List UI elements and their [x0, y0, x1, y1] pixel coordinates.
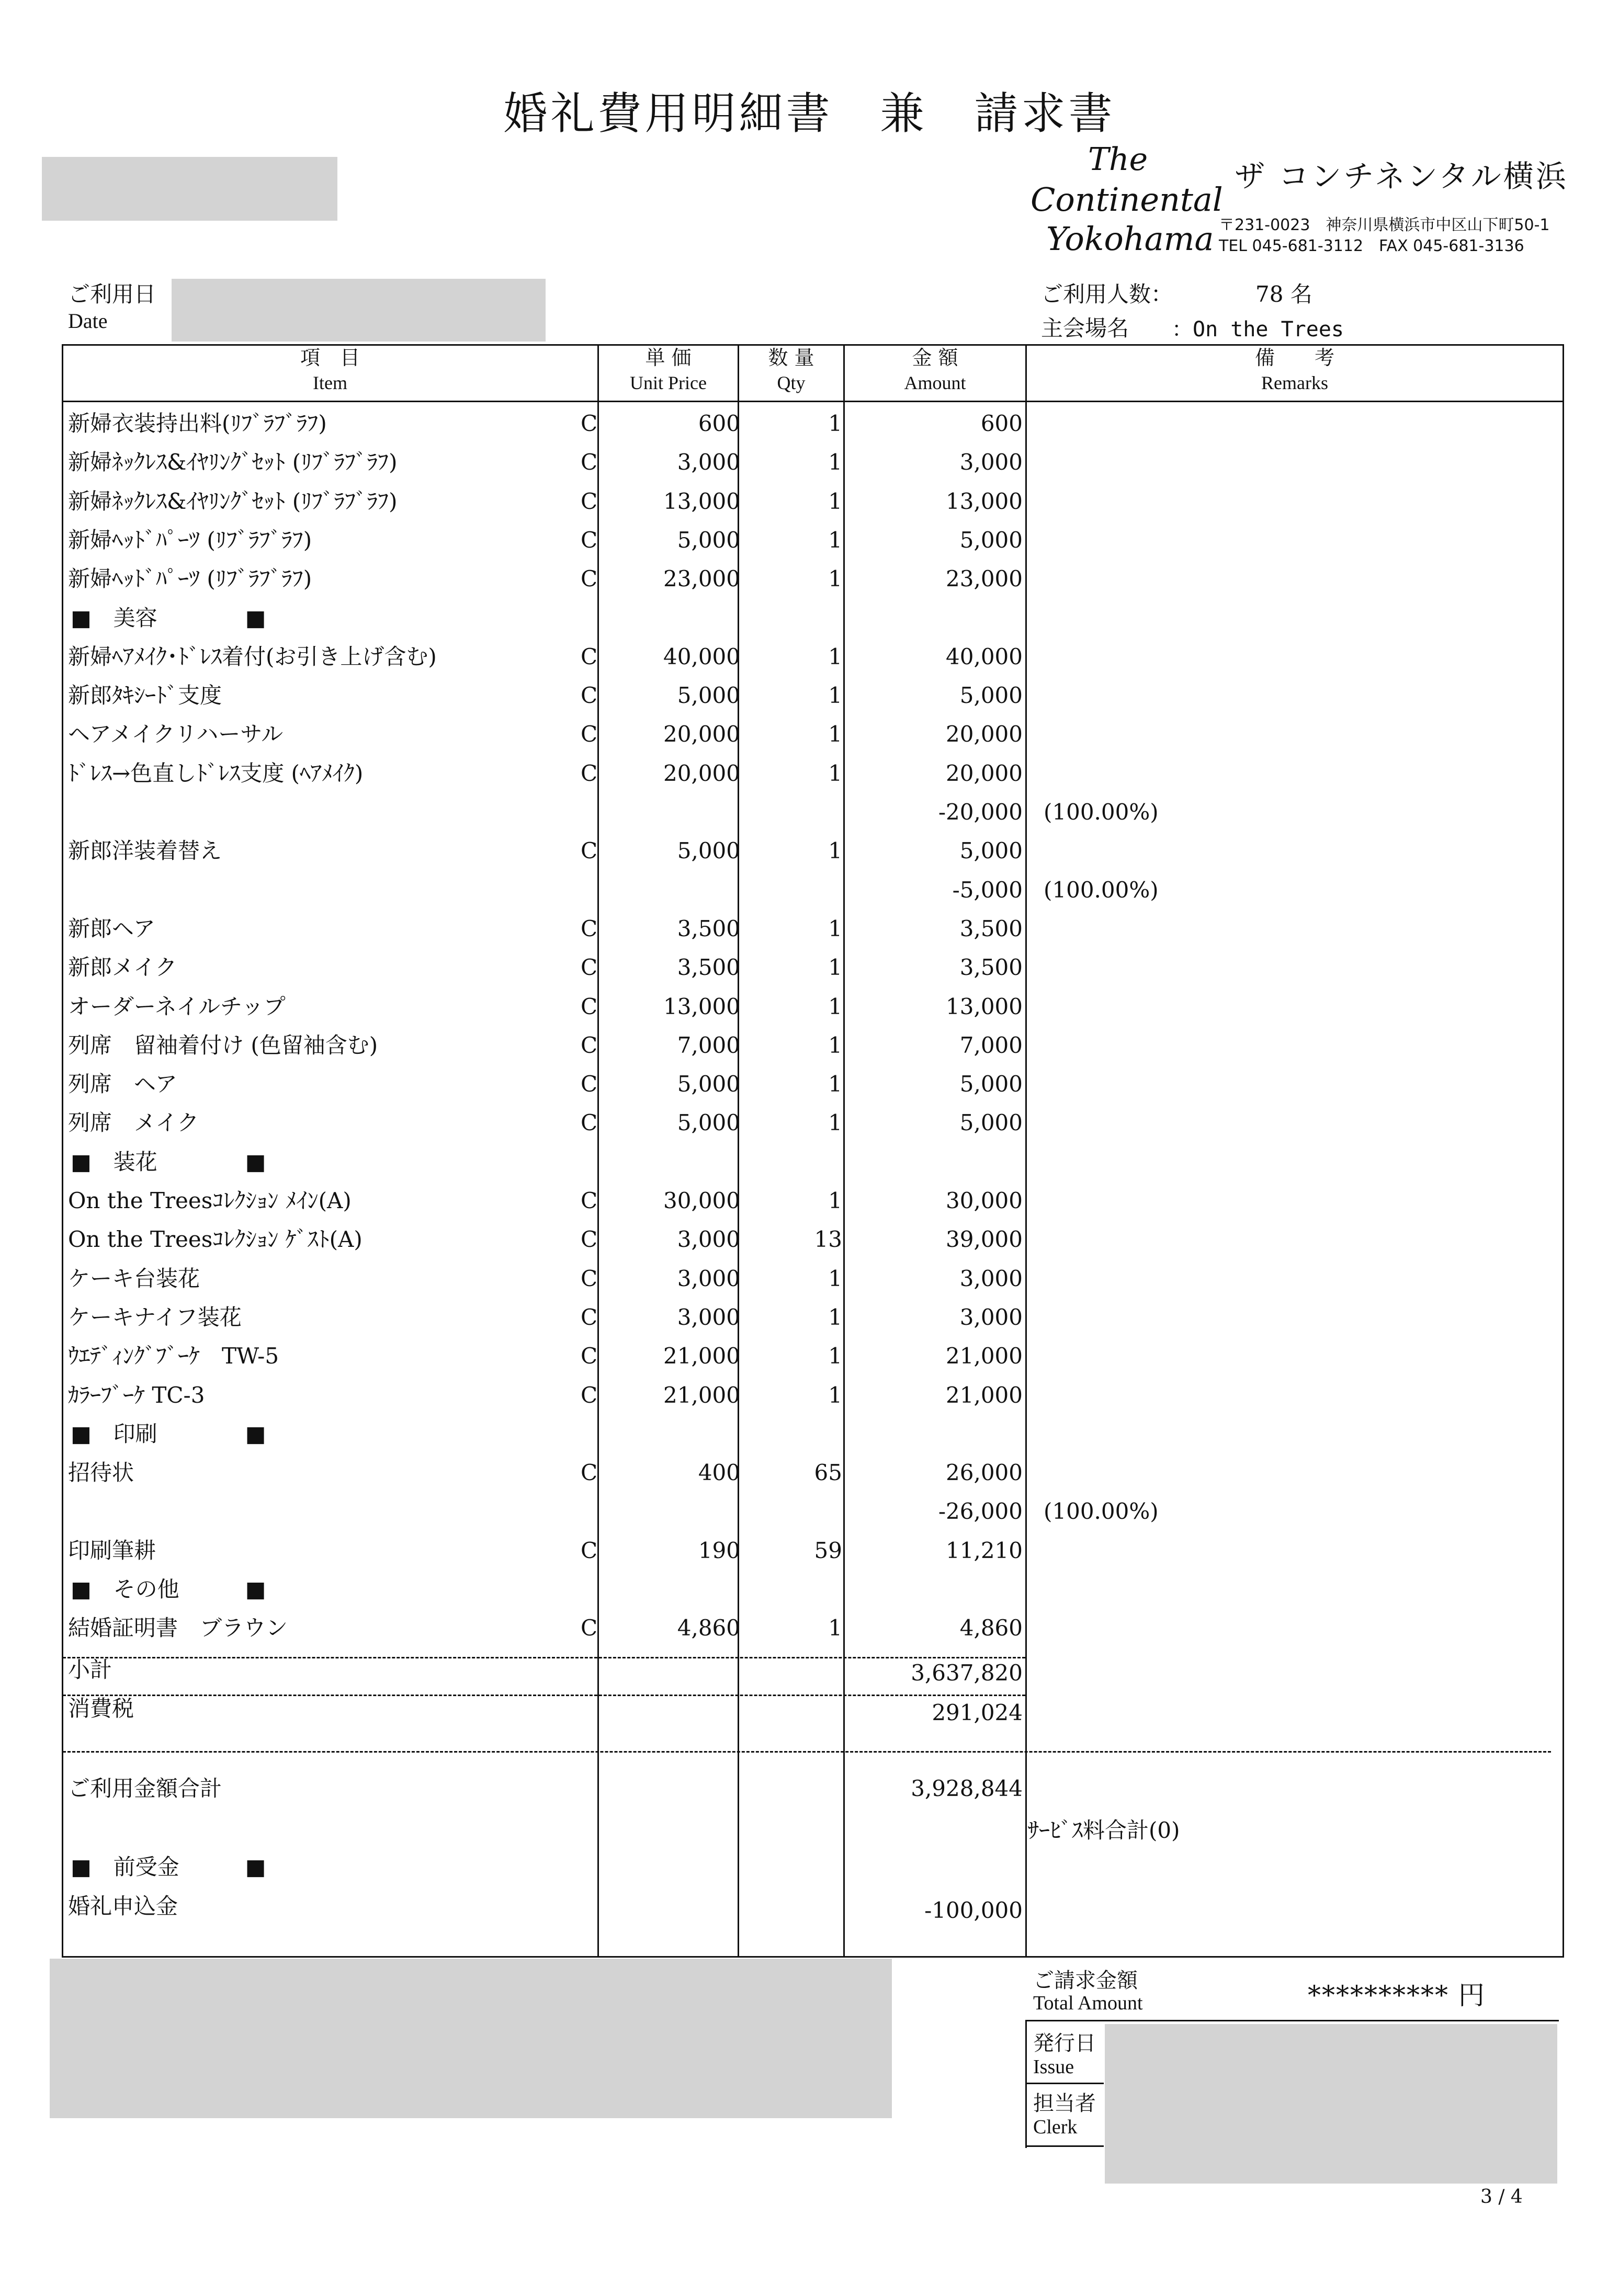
header-item: 項 目 Item	[300, 346, 360, 393]
row-qty: 1	[828, 760, 842, 786]
table-border	[1563, 344, 1564, 1958]
table-border	[62, 401, 1564, 402]
row-item: ケーキ台装花	[68, 1266, 200, 1291]
row-code: C	[581, 449, 598, 475]
venue-value: ：On the Trees	[1172, 317, 1344, 342]
row-amount: 40,000	[946, 644, 1023, 669]
total-amount-label: ご請求金額	[1033, 1969, 1138, 1993]
row-item: ケーキナイフ装花	[68, 1304, 242, 1330]
row-amount: 13,000	[946, 488, 1023, 514]
row-amount: 26,000	[946, 1460, 1023, 1485]
row-code: C	[581, 1266, 598, 1291]
row-amount: 3,000	[959, 1266, 1023, 1291]
row-unit-price: 20,000	[663, 721, 740, 747]
row-item: オーダーネイルチップ	[68, 994, 286, 1019]
row-qty: 1	[828, 1382, 842, 1408]
deposit-label: 婚礼申込金	[68, 1893, 178, 1919]
logo-line: Continental	[1031, 180, 1223, 219]
dashed-separator	[63, 1657, 1025, 1658]
section-heading: ■ その他 ■	[71, 1576, 266, 1602]
row-amount: -26,000	[938, 1498, 1023, 1524]
row-code: C	[581, 838, 598, 863]
row-unit-price: 5,000	[677, 527, 740, 553]
row-item: 結婚証明書 ブラウン	[68, 1615, 288, 1641]
row-code: C	[581, 916, 598, 941]
row-amount: 600	[980, 411, 1023, 436]
company-name: ザ コンチネンタル横浜	[1235, 158, 1568, 194]
row-remark: (100.00%)	[1044, 1498, 1159, 1524]
document-title: 婚礼費用明細書 兼 請求書	[503, 88, 1116, 139]
venue-label: 主会場名	[1041, 315, 1129, 341]
issue-date-label-en: Issue	[1033, 2056, 1074, 2078]
section-heading: ■ 装花 ■	[71, 1149, 266, 1175]
redacted-date	[172, 279, 546, 342]
section-heading: ■ 前受金 ■	[71, 1854, 266, 1880]
date-label: ご利用日	[68, 281, 156, 307]
row-code: C	[581, 1032, 598, 1058]
row-unit-price: 3,500	[677, 916, 740, 941]
row-amount: 5,000	[959, 527, 1023, 553]
header-price: 単 価 Unit Price	[630, 346, 707, 393]
row-item: 新婦ﾍｱﾒｲｸ･ﾄﾞﾚｽ着付(お引き上げ含む)	[68, 644, 437, 669]
row-code: C	[581, 411, 598, 436]
grand-total-value: 3,928,844	[911, 1776, 1023, 1801]
row-unit-price: 5,000	[677, 1071, 740, 1097]
row-item: On the Treesｺﾚｸｼｮﾝ ｹﾞｽﾄ(A)	[68, 1226, 363, 1252]
grand-total-label: ご利用金額合計	[68, 1776, 222, 1801]
row-qty: 59	[814, 1538, 842, 1563]
row-item: 新郎ﾀｷｼｰﾄﾞ支度	[68, 683, 222, 708]
row-qty: 1	[828, 1304, 842, 1330]
table-divider	[1025, 344, 1027, 1958]
section-heading: ■ 印刷 ■	[71, 1421, 266, 1447]
row-amount: 30,000	[946, 1188, 1023, 1213]
row-item: ﾄﾞﾚｽ→色直しﾄﾞﾚｽ支度 (ﾍｱﾒｲｸ)	[68, 760, 364, 786]
redacted-block	[42, 157, 337, 221]
row-unit-price: 7,000	[677, 1032, 740, 1058]
table-border	[62, 1956, 1564, 1958]
row-qty: 1	[828, 1188, 842, 1213]
row-qty: 1	[828, 449, 842, 475]
guests-value: 78 名	[1255, 281, 1312, 307]
row-amount: 5,000	[959, 1110, 1023, 1135]
row-unit-price: 400	[698, 1460, 740, 1485]
row-qty: 1	[828, 1071, 842, 1097]
row-item: 新婦衣装持出料(ﾘﾌﾞﾗﾌﾞﾗﾌ)	[68, 411, 327, 436]
service-fee: ｻｰﾋﾞｽ料合計(0)	[1028, 1817, 1180, 1843]
company-tel: TEL 045-681-3112 FAX 045-681-3136	[1219, 237, 1524, 255]
row-amount: 3,000	[959, 449, 1023, 475]
row-qty: 1	[828, 683, 842, 708]
row-code: C	[581, 721, 598, 747]
company-address: 〒231-0023 神奈川県横浜市中区山下町50-1	[1219, 216, 1550, 234]
row-code: C	[581, 1538, 598, 1563]
row-qty: 1	[828, 838, 842, 863]
row-unit-price: 3,000	[677, 1304, 740, 1330]
tax-label: 消費税	[68, 1696, 134, 1721]
row-code: C	[581, 527, 598, 553]
logo-line: The	[1088, 141, 1148, 178]
footer-rule	[1025, 2020, 1559, 2021]
header-amount: 金 額 Amount	[904, 346, 966, 393]
row-amount: 7,000	[959, 1032, 1023, 1058]
row-qty: 1	[828, 644, 842, 669]
subtotal-label: 小計	[68, 1657, 112, 1683]
row-unit-price: 600	[698, 411, 740, 436]
row-qty: 1	[828, 566, 842, 592]
row-unit-price: 21,000	[663, 1382, 740, 1408]
row-qty: 1	[828, 1032, 842, 1058]
row-qty: 1	[828, 411, 842, 436]
row-amount: 21,000	[946, 1382, 1023, 1408]
row-item: On the Treesｺﾚｸｼｮﾝ ﾒｲﾝ(A)	[68, 1188, 352, 1213]
logo-line: Yokohama	[1046, 220, 1214, 258]
clerk-label-en: Clerk	[1033, 2116, 1078, 2138]
row-qty: 1	[828, 916, 842, 941]
row-qty: 1	[828, 488, 842, 514]
row-qty: 1	[828, 721, 842, 747]
row-amount: -5,000	[952, 877, 1023, 903]
row-code: C	[581, 954, 598, 980]
row-code: C	[581, 1110, 598, 1135]
row-amount: 21,000	[946, 1343, 1023, 1369]
row-item: 列席 ヘア	[68, 1071, 177, 1097]
row-code: C	[581, 994, 598, 1019]
row-unit-price: 3,500	[677, 954, 740, 980]
row-item: 新婦ﾈｯｸﾚｽ&ｲﾔﾘﾝｸﾞｾｯﾄ (ﾘﾌﾞﾗﾌﾞﾗﾌ)	[68, 488, 398, 514]
row-unit-price: 4,860	[677, 1615, 740, 1641]
row-unit-price: 23,000	[663, 566, 740, 592]
row-qty: 1	[828, 954, 842, 980]
row-unit-price: 190	[698, 1538, 740, 1563]
row-amount: 23,000	[946, 566, 1023, 592]
row-item: 印刷筆耕	[68, 1538, 156, 1563]
redacted-block	[50, 1959, 892, 2118]
table-divider	[843, 344, 845, 1958]
row-amount: 4,860	[959, 1615, 1023, 1641]
row-qty: 1	[828, 1615, 842, 1641]
row-code: C	[581, 488, 598, 514]
row-item: 新婦ﾍｯﾄﾞﾊﾟｰﾂ (ﾘﾌﾞﾗﾌﾞﾗﾌ)	[68, 527, 312, 553]
row-unit-price: 13,000	[663, 488, 740, 514]
row-qty: 1	[828, 994, 842, 1019]
row-unit-price: 30,000	[663, 1188, 740, 1213]
section-heading: ■ 美容 ■	[71, 605, 266, 631]
row-amount: 3,500	[959, 954, 1023, 980]
footer-rule	[1025, 2145, 1104, 2147]
row-amount: 20,000	[946, 721, 1023, 747]
row-code: C	[581, 566, 598, 592]
row-unit-price: 5,000	[677, 838, 740, 863]
issue-date-label: 発行日	[1033, 2031, 1096, 2055]
row-qty: 65	[814, 1460, 842, 1485]
dashed-separator	[63, 1695, 1025, 1696]
tax-value: 291,024	[932, 1700, 1023, 1725]
dashed-separator	[63, 1751, 1551, 1753]
redacted-block	[1105, 2024, 1557, 2184]
row-code: C	[581, 1304, 598, 1330]
table-border	[62, 344, 63, 1958]
page-number: 3 / 4	[1480, 2186, 1523, 2208]
row-amount: 3,500	[959, 916, 1023, 941]
row-code: C	[581, 1343, 598, 1369]
row-remark: (100.00%)	[1044, 877, 1159, 903]
row-code: C	[581, 644, 598, 669]
row-qty: 13	[814, 1226, 842, 1252]
footer-rule	[1025, 2083, 1104, 2084]
row-unit-price: 3,000	[677, 1266, 740, 1291]
row-item: ｳｴﾃﾞｨﾝｸﾞﾌﾞｰｹ TW-5	[68, 1343, 279, 1369]
row-unit-price: 40,000	[663, 644, 740, 669]
row-qty: 1	[828, 1110, 842, 1135]
row-amount: 5,000	[959, 1071, 1023, 1097]
row-qty: 1	[828, 527, 842, 553]
row-code: C	[581, 1071, 598, 1097]
row-unit-price: 21,000	[663, 1343, 740, 1369]
row-code: C	[581, 1615, 598, 1641]
row-amount: 3,000	[959, 1304, 1023, 1330]
row-unit-price: 5,000	[677, 1110, 740, 1135]
row-item: 招待状	[68, 1460, 134, 1485]
row-item: 新婦ﾍｯﾄﾞﾊﾟｰﾂ (ﾘﾌﾞﾗﾌﾞﾗﾌ)	[68, 566, 312, 592]
row-item: 列席 メイク	[68, 1110, 199, 1135]
deposit-value: -100,000	[924, 1897, 1023, 1923]
row-item: ヘアメイクリハーサル	[68, 721, 284, 747]
row-code: C	[581, 1226, 598, 1252]
guests-label: ご利用人数：	[1041, 281, 1173, 307]
row-amount: 11,210	[946, 1538, 1023, 1563]
row-amount: 5,000	[959, 838, 1023, 863]
row-unit-price: 3,000	[677, 449, 740, 475]
row-code: C	[581, 683, 598, 708]
row-code: C	[581, 1188, 598, 1213]
row-item: 新郎メイク	[68, 954, 177, 980]
row-amount: 20,000	[946, 760, 1023, 786]
row-code: C	[581, 760, 598, 786]
header-remarks: 備 考 Remarks	[1254, 346, 1334, 393]
row-item: ｶﾗｰﾌﾞｰｹ TC-3	[68, 1382, 205, 1408]
row-item: 新婦ﾈｯｸﾚｽ&ｲﾔﾘﾝｸﾞｾｯﾄ (ﾘﾌﾞﾗﾌﾞﾗﾌ)	[68, 449, 398, 475]
row-item: 新郎ヘア	[68, 916, 155, 941]
row-item: 列席 留袖着付け (色留袖含む)	[68, 1032, 378, 1058]
subtotal-value: 3,637,820	[911, 1660, 1023, 1686]
row-qty: 1	[828, 1266, 842, 1291]
row-qty: 1	[828, 1343, 842, 1369]
date-label-en: Date	[68, 309, 108, 333]
row-unit-price: 3,000	[677, 1226, 740, 1252]
row-amount: 13,000	[946, 994, 1023, 1019]
row-item: 新郎洋装着替え	[68, 838, 222, 863]
row-amount: 39,000	[946, 1226, 1023, 1252]
company-logo	[1031, 136, 1223, 258]
row-code: C	[581, 1382, 598, 1408]
row-amount: -20,000	[938, 799, 1023, 825]
header-qty: 数 量 Qty	[768, 346, 814, 393]
row-unit-price: 20,000	[663, 760, 740, 786]
row-remark: (100.00%)	[1044, 799, 1159, 825]
clerk-label: 担当者	[1033, 2092, 1096, 2116]
row-code: C	[581, 1460, 598, 1485]
total-amount-value: ********** 円	[1308, 1980, 1486, 2010]
table-divider	[597, 344, 599, 1958]
row-unit-price: 13,000	[663, 994, 740, 1019]
row-unit-price: 5,000	[677, 683, 740, 708]
total-amount-label-en: Total Amount	[1033, 1992, 1143, 2014]
row-amount: 5,000	[959, 683, 1023, 708]
